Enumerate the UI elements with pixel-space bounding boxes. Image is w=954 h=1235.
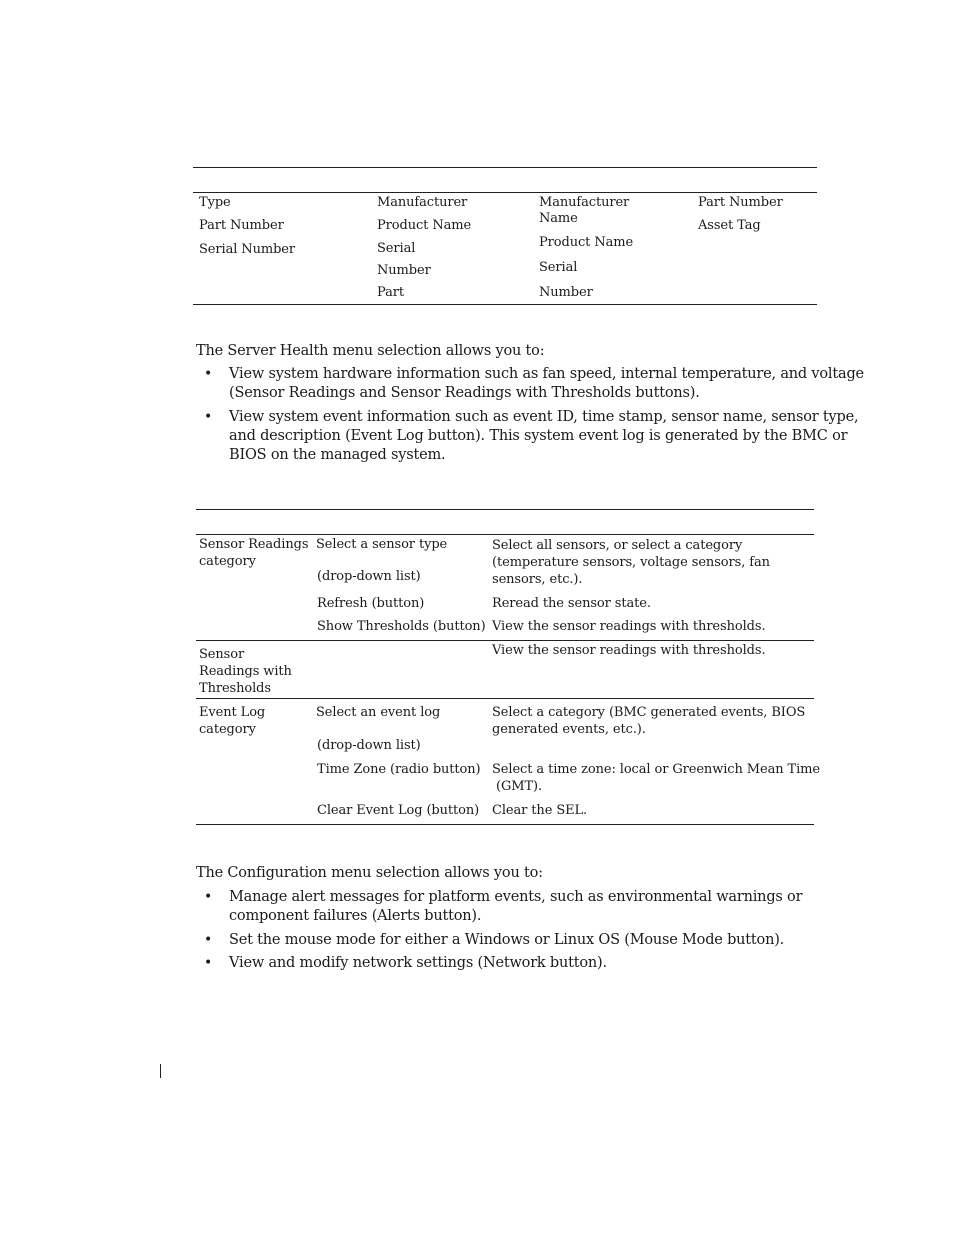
desc-line: (temperature sensors, voltage sensors, fan [492, 555, 770, 570]
category-line: category [199, 722, 256, 737]
desc-cell: View the sensor readings with thresholds. [492, 619, 766, 634]
desc-line: sensors, etc.). [492, 572, 583, 587]
fru-cell: Number [377, 263, 431, 278]
list-item-line: BIOS on the managed system. [229, 447, 446, 463]
fru-cell: Product Name [539, 235, 634, 250]
list-item-line: Manage alert messages for platform events, such as environmental warnings or [229, 889, 803, 905]
fru-cell: Type [199, 195, 231, 210]
list-item [229, 408, 858, 465]
fru-cell: Serial [377, 241, 416, 256]
list-item-line: View system hardware information such as fan speed, internal temperature, and voltage [229, 366, 864, 382]
category-line: Sensor Readings [199, 537, 309, 552]
category-line: Readings with [199, 664, 292, 679]
row-category [199, 536, 308, 570]
desc-line: (GMT). [496, 779, 543, 794]
row-category [199, 646, 292, 697]
fru-col-1 [199, 195, 295, 258]
desc-line: generated events, etc.). [492, 722, 646, 737]
bullet-glyph: • [204, 409, 213, 425]
bullet-glyph: • [204, 932, 213, 948]
list-item: Set the mouse mode for either a Windows or Linux OS (Mouse Mode button). [229, 932, 785, 948]
fru-cell: Name [539, 211, 578, 226]
fru-cell: Part Number [199, 218, 284, 233]
row-divider [196, 698, 814, 699]
row-divider [196, 640, 814, 641]
fru-cell: Serial Number [199, 242, 296, 257]
fru-col-3 [539, 195, 633, 301]
control-cell: Select a sensor type [316, 537, 448, 552]
control-cell: Select an event log [316, 705, 441, 720]
desc-line: Select a time zone: local or Greenwich Mean Time [492, 762, 820, 777]
fru-col-2 [377, 195, 471, 300]
fru-cell: Manufacturer [377, 195, 468, 210]
control-cell: Refresh (button) [317, 596, 425, 611]
change-bar [160, 1064, 161, 1078]
list-item-line: View system event information such as event ID, time stamp, sensor name, sensor type, [229, 409, 859, 425]
list-item [229, 365, 864, 403]
fru-cell: Serial [539, 260, 578, 275]
table-bottom-rule [193, 304, 817, 305]
fru-cell: Number [539, 285, 593, 300]
list-item-line: and description (Event Log button). This system event log is generated by the BMC or [229, 428, 848, 444]
desc-line: Select a category (BMC generated events, BIOS [492, 705, 806, 720]
list-item [229, 888, 802, 926]
fru-cell: Asset Tag [698, 218, 761, 233]
category-line: Event Log [199, 705, 266, 720]
bullet-glyph: • [204, 366, 213, 382]
table-header-rule [196, 534, 814, 535]
table-header-rule [193, 192, 817, 193]
category-line: Sensor [199, 647, 245, 662]
row-category [199, 704, 265, 738]
control-cell: Clear Event Log (button) [317, 803, 480, 818]
fru-col-4 [698, 195, 783, 234]
control-cell: (drop-down list) [317, 738, 421, 753]
control-cell: Show Thresholds (button) [317, 619, 486, 634]
table-bottom-rule [196, 824, 814, 825]
fru-cell: Part Number [698, 195, 783, 210]
control-cell: (drop-down list) [317, 569, 421, 584]
desc-cell [492, 761, 820, 795]
table-top-rule [193, 167, 817, 168]
desc-cell [492, 537, 770, 588]
fru-cell: Product Name [377, 218, 472, 233]
bullet-glyph: • [204, 889, 213, 905]
category-line: Thresholds [199, 681, 271, 696]
control-cell: Time Zone (radio button) [317, 762, 481, 777]
list-item-line: (Sensor Readings and Sensor Readings with Thresholds buttons). [229, 385, 700, 401]
list-item-line: component failures (Alerts button). [229, 908, 482, 924]
fru-cell: Part [377, 285, 404, 300]
table-top-rule [196, 509, 814, 510]
configuration-intro: The Configuration menu selection allows you to: [196, 865, 543, 881]
category-line: category [199, 554, 256, 569]
desc-cell: Clear the SEL. [492, 803, 588, 818]
bullet-glyph: • [204, 955, 213, 971]
desc-cell: Reread the sensor state. [492, 596, 651, 611]
desc-line: Select all sensors, or select a category [492, 538, 743, 553]
list-item: View and modify network settings (Network button). [229, 955, 607, 971]
fru-cell: Manufacturer [539, 195, 630, 210]
server-health-intro: The Server Health menu selection allows you to: [196, 343, 545, 359]
desc-cell: View the sensor readings with thresholds. [492, 643, 766, 658]
desc-cell [492, 704, 805, 738]
